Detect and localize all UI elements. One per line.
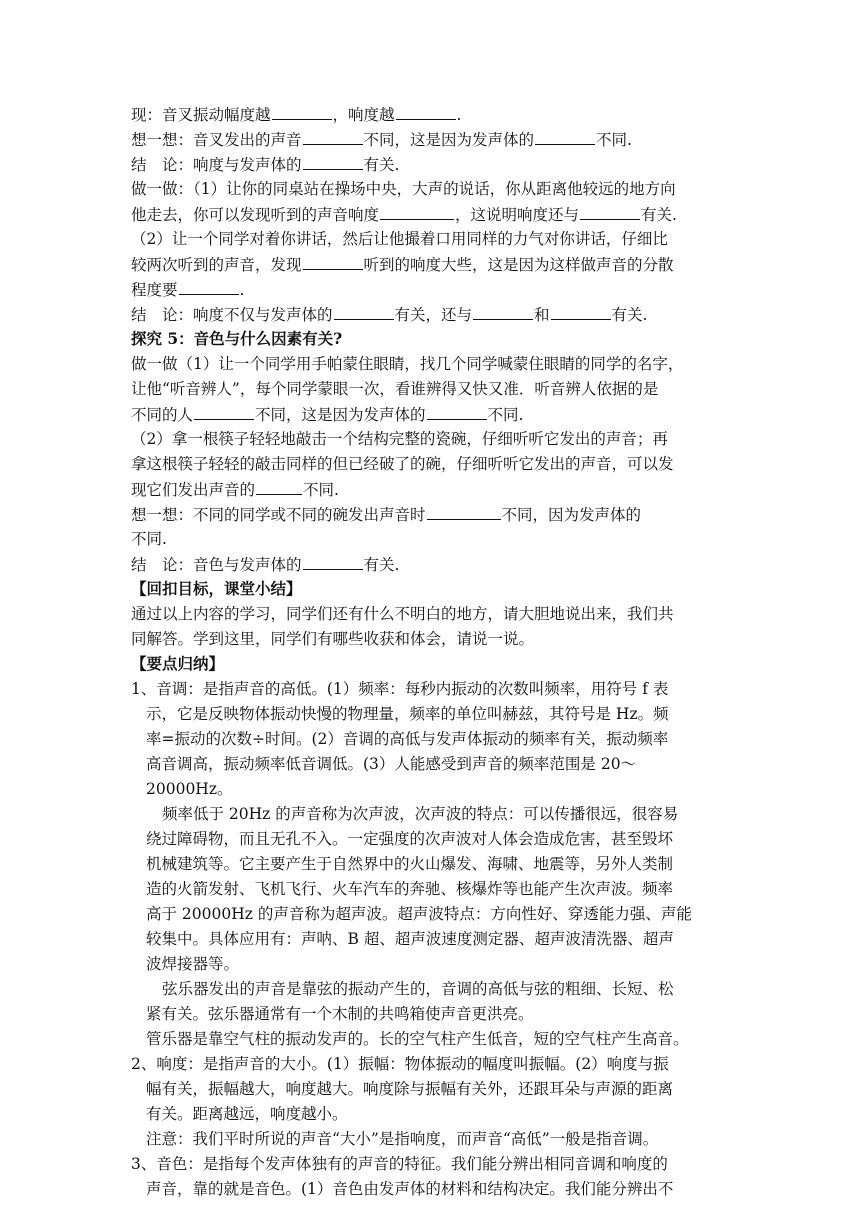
blank bbox=[303, 553, 363, 570]
blank bbox=[272, 103, 332, 120]
text-line: 想一想：不同的同学或不同的碗发出声音时 不同，因为发声体的 bbox=[131, 503, 641, 526]
text-line: 示，它是反映物体振动快慢的物理量，频率的单位叫赫兹，其符号是 Hz。频 bbox=[146, 705, 669, 723]
blank bbox=[535, 128, 595, 145]
text-line: 幅有关，振幅越大，响度越大。响度除与振幅有关外，还跟耳朵与声源的距离 bbox=[146, 1080, 674, 1098]
text-line: 做一做：（1）让你的同桌站在操场中央，大声的说话，你从距离他较远的地方向 bbox=[131, 180, 676, 198]
blank bbox=[303, 253, 363, 270]
text-line: 机械建筑等。它主要产生于自然界中的火山爆发、海啸、地震等，另外人类制 bbox=[146, 855, 674, 873]
note-line: 注意：我们平时所说的声音“大小”是指响度，而声音“高低”一般是指音调。 bbox=[146, 1130, 659, 1148]
text-line: 想一想：音叉发出的声音 不同，这是因为发声体的 不同. bbox=[131, 128, 632, 151]
text-line: 他走去，你可以发现听到的声音响度 ，这说明响度还与 有关. bbox=[131, 203, 677, 226]
text-line: 高于 20000Hz 的声音称为超声波。超声波特点：方向性好、穿透能力强、声能 bbox=[146, 905, 692, 923]
text-line: 结 论：响度不仅与发声体的 有关，还与 和 有关. bbox=[131, 303, 647, 326]
section-heading: 【要点归纳】 bbox=[131, 654, 225, 673]
blank bbox=[334, 303, 394, 320]
blank bbox=[551, 303, 611, 320]
text-line: 波焊接器等。 bbox=[146, 955, 240, 973]
text-line: 不同. bbox=[131, 530, 167, 548]
list-item: 3、音色：是指每个发声体独有的声音的特征。我们能分辨出相同音调和响度的 bbox=[131, 1155, 668, 1173]
text-line: （2）拿一根筷子轻轻地敲击一个结构完整的瓷碗，仔细听听它发出的声音；再 bbox=[131, 430, 668, 448]
blank bbox=[256, 478, 302, 495]
blank bbox=[427, 503, 501, 520]
text-line: 让他“听音辨人”，每个同学蒙眼一次，看谁辨得又快又准．听音辨人依据的是 bbox=[131, 380, 659, 398]
section-heading: 探究 5：音色与什么因素有关? bbox=[131, 329, 343, 348]
text-line: 拿这根筷子轻轻的敲击同样的但已经破了的碗，仔细听听它发出的声音，可以发 bbox=[131, 455, 674, 473]
text-line: 现它们发出声音的 不同. bbox=[131, 478, 339, 501]
blank bbox=[179, 278, 239, 295]
paragraph-start: 频率低于 20Hz 的声音称为次声波，次声波的特点：可以传播很远，很容易 bbox=[162, 805, 679, 823]
text-line: 20000Hz。 bbox=[146, 780, 233, 798]
text-line: 较两次听到的声音，发现 听到的响度大些，这是因为这样做声音的分散 bbox=[131, 253, 674, 276]
text-line: 现：音叉振动幅度越 ，响度越 . bbox=[131, 103, 461, 126]
text-line: 高音调高，振动频率低音调低。(3）人能感受到声音的频率范围是 20～ bbox=[146, 755, 637, 773]
paragraph-start: 弦乐器发出的声音是靠弦的振动产生的，音调的高低与弦的粗细、长短、松 bbox=[162, 980, 674, 998]
text-line: 不同的人 不同，这是因为发声体的 不同. bbox=[131, 403, 523, 426]
list-item: 2、响度：是指声音的大小。(1）振幅：物体振动的幅度叫振幅。(2）响度与振 bbox=[131, 1055, 669, 1073]
text-line: 通过以上内容的学习，同学们还有什么不明白的地方，请大胆地说出来，我们共 bbox=[131, 605, 674, 623]
text-line: 率=振动的次数÷时间。(2）音调的高低与发声体振动的频率有关，振动频率 bbox=[146, 730, 669, 748]
text-line: 做一做（1）让一个同学用手帕蒙住眼睛，找几个同学喊蒙住眼睛的同学的名字， bbox=[131, 355, 684, 373]
text-line: 结 论：音色与发声体的 有关. bbox=[131, 553, 399, 576]
blank bbox=[380, 203, 454, 220]
text-line: 绕过障碍物，而且无孔不入。一定强度的次声波对人体会造成危害，甚至毁坏 bbox=[146, 830, 674, 848]
blank bbox=[303, 153, 363, 170]
text-line: 造的火箭发射、飞机飞行、火车汽车的奔驰、核爆炸等也能产生次声波。频率 bbox=[146, 880, 674, 898]
text-line: 有关。距离越远，响度越小。 bbox=[146, 1105, 348, 1123]
blank bbox=[194, 403, 254, 420]
text-line: 声音，靠的就是音色。(1）音色由发声体的材料和结构决定。我们能分辨出不 bbox=[146, 1180, 674, 1198]
blank bbox=[580, 203, 640, 220]
list-item: 1、音调：是指声音的高低。(1）频率：每秒内振动的次数叫频率，用符号 f 表 bbox=[131, 680, 669, 698]
text-line: 较集中。具体应用有：声呐、B 超、超声波速度测定器、超声波清洗器、超声 bbox=[146, 930, 674, 948]
text-line: 程度要 . bbox=[131, 278, 244, 301]
blank bbox=[303, 128, 363, 145]
text-line: 紧有关。弦乐器通常有一个木制的共鸣箱使声音更洪亮。 bbox=[146, 1005, 534, 1023]
text-line: 管乐器是靠空气柱的振动发声的。长的空气柱产生低音，短的空气柱产生高音。 bbox=[146, 1030, 689, 1048]
text-line: 结 论：响度与发声体的 有关. bbox=[131, 153, 399, 176]
text-line: 同解答。学到这里，同学们有哪些收获和体会，请说一说。 bbox=[131, 630, 535, 648]
blank bbox=[427, 403, 487, 420]
section-heading: 【回扣目标，课堂小结】 bbox=[131, 579, 302, 598]
blank bbox=[396, 103, 456, 120]
blank bbox=[473, 303, 533, 320]
text-line: （2）让一个同学对着你讲话，然后让他撮着口用同样的力气对你讲话，仔细比 bbox=[131, 230, 668, 248]
